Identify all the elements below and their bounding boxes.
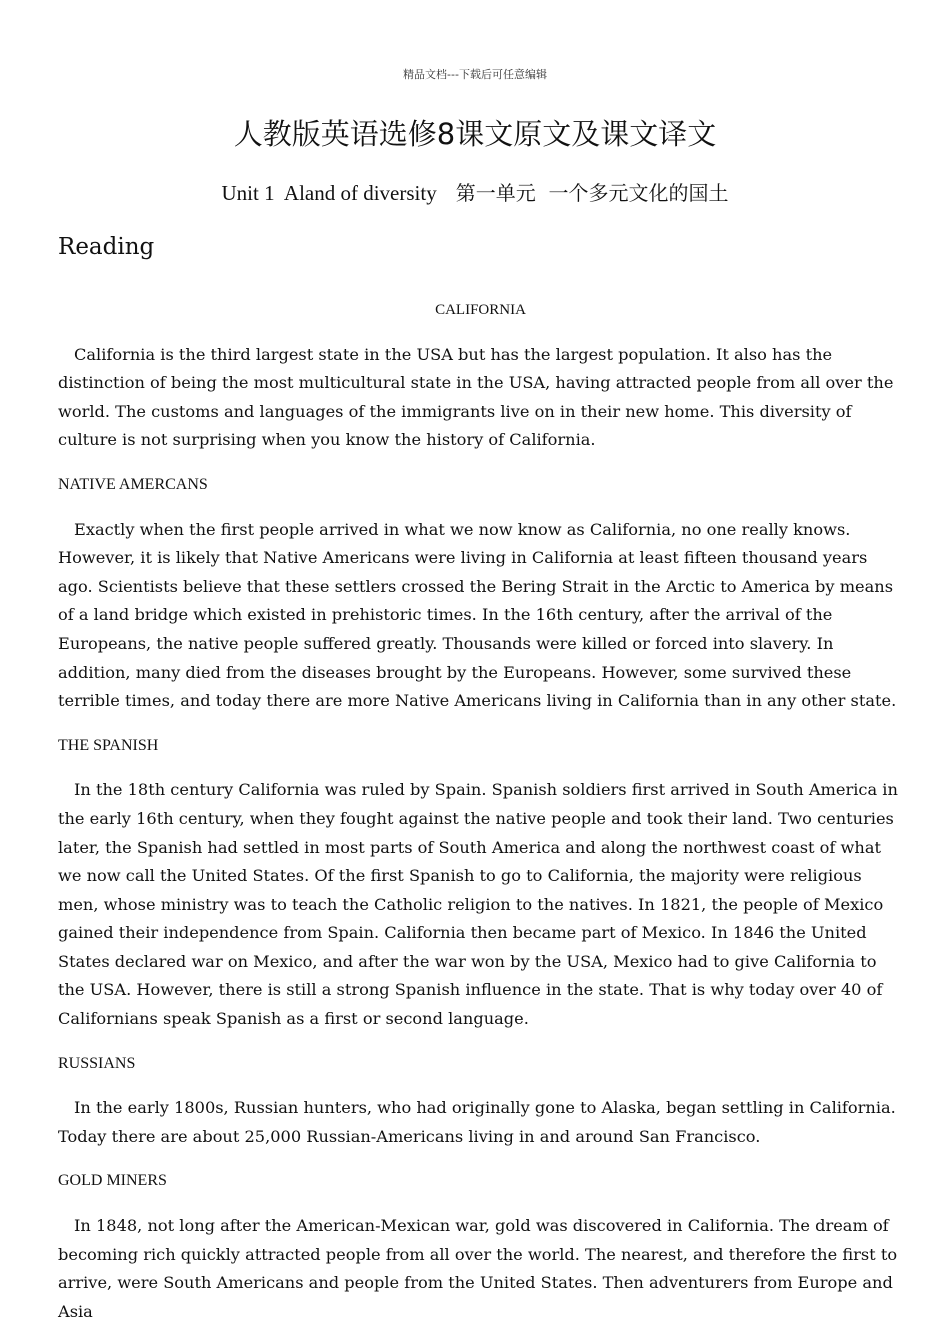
header-note: 精品文档---下载后可任意编辑 (403, 68, 547, 81)
article-body (58, 296, 903, 1342)
unit-title (0, 177, 950, 206)
unit-title-english: Unit 1 Aland of diversity (221, 181, 437, 205)
heading-spanish: THE SPANISH (58, 736, 159, 754)
heading-gold-miners: GOLD MINERS (58, 1172, 167, 1190)
article-title: CALIFORNIA (435, 302, 526, 318)
heading-russians: RUSSIANS (58, 1054, 136, 1072)
document-title: 人教版英语选修8课文原文及课文译文 (233, 117, 717, 151)
section-heading: Reading (58, 234, 155, 260)
unit-title-chinese: 第一单元 一个多元文化的国土 (455, 181, 729, 205)
paragraph-russians: In the early 1800s, Russian hunters, who had originally gone to Alaska, began settling in California. Today there are about 25,000 Russian-Americans living in and around San Francisco. (58, 1098, 896, 1146)
paragraph-gold-miners: In 1848, not long after the American-Mexican war, gold was discovered in California. The dream of becoming rich quickly attracted people from all over the world. The nearest, and therefore the first to arrive, were South Americans and people from the United States. Then adventurers from Europe and Asia (58, 1216, 898, 1321)
paragraph-intro: California is the third largest state in the USA but has the largest population. It also has the distinction of being the most multicultural state in the USA, having attracted people from all over the world. The customs and languages of the immigrants live on in their new home. This diversity of culture is not surprising when you know the history of California. (58, 344, 894, 450)
paragraph-spanish: In the 18th century California was ruled by Spain. Spanish soldiers first arrived in South America in the early 16th century, when they fought against the native people and took their land. Two centuries later, the Spanish had settled in most parts of South America and along the northwest coast of what we now call the United States. Of the first Spanish to go to California, the majority were religious men, whose ministry was to teach the Catholic religion to the natives. In 1821, the people of Mexico gained their independence from Spain. California then became part of Mexico. In 1846 the United States declared war on Mexico, and after the war won by the USA, Mexico had to give California to the USA. However, there is still a strong Spanish influence in the state. That is why today over 40 of Californians speak Spanish as a first or second language. (58, 780, 898, 1029)
heading-native-americans: NATIVE AMERCANS (58, 475, 208, 493)
paragraph-native-americans: Exactly when the first people arrived in what we now know as California, no one really knows. However, it is likely that Native Americans were living in California at least fifteen thousand years ago. Scientists believe that these settlers crossed the Bering Strait in the Arctic to America by means of a land bridge which existed in prehistoric times. In the 16th century, after the arrival of the Europeans, the native people suffered greatly. Thousands were killed or forced into slavery. In addition, many died from the diseases brought by the Europeans. However, some survived these terrible times, and today there are more Native Americans living in California than in any other state. (58, 519, 897, 711)
